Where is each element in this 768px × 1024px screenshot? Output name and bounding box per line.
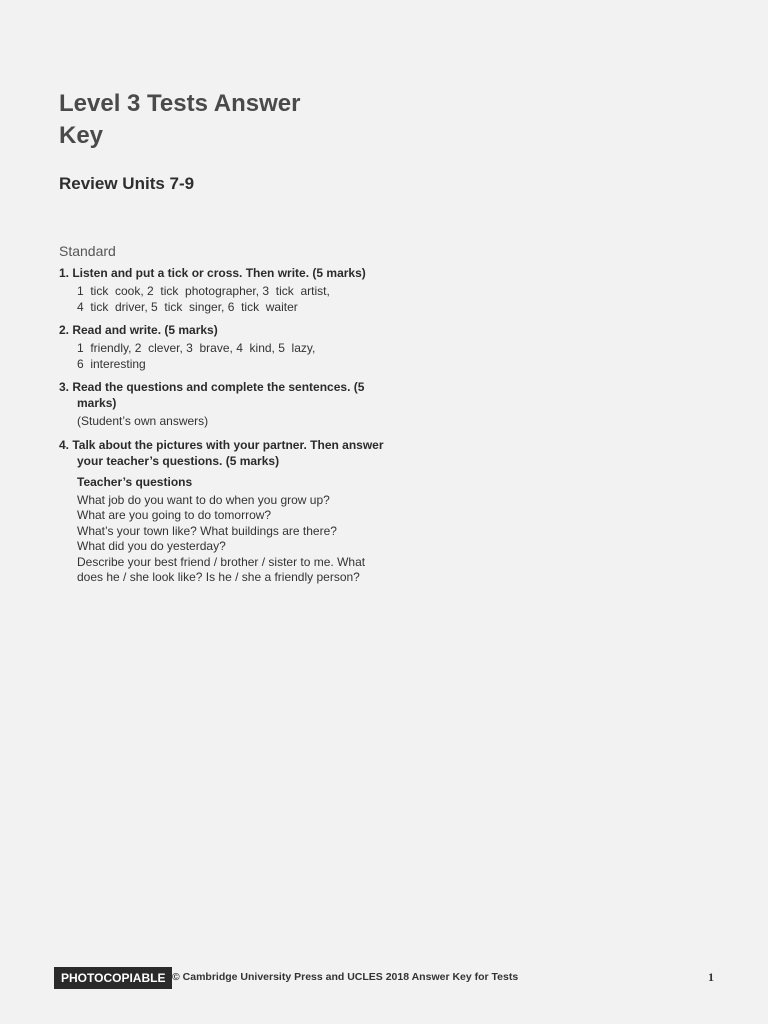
question-4-text: 4. Talk about the pictures with your partner. Then answer your teacher’s questions. (5 marks) bbox=[59, 437, 384, 468]
answer-line: What are you going to do tomorrow? bbox=[77, 508, 272, 522]
page-title-line-2: Key bbox=[59, 122, 104, 149]
question-3-text: 3. Read the questions and complete the sentences. (5 marks) bbox=[59, 380, 365, 410]
section-heading: Standard bbox=[59, 243, 116, 259]
answer-line: 1 tick cook, 2 tick photographer, 3 tick artist, bbox=[77, 284, 330, 298]
question-3-answer bbox=[59, 414, 389, 430]
question-4 bbox=[59, 437, 389, 586]
answer-line: Describe your best friend / brother / sister to me. What bbox=[77, 554, 366, 569]
page-subtitle: Review Units 7-9 bbox=[59, 174, 195, 193]
answer-key-content bbox=[59, 243, 389, 593]
answer-line: What’s your town like? What buildings are there? bbox=[77, 523, 337, 538]
page-title-line-1: Level 3 Tests Answer bbox=[59, 90, 301, 117]
question-2-text: 2. Read and write. (5 marks) bbox=[59, 323, 218, 337]
answer-line: 6 interesting bbox=[77, 356, 146, 371]
answer-line: 4 tick driver, 5 tick singer, 6 tick waiter bbox=[77, 299, 298, 314]
question-3 bbox=[59, 379, 389, 430]
answer-line: (Student’s own answers) bbox=[77, 414, 209, 428]
question-1-text: 1. Listen and put a tick or cross. Then write. (5 marks) bbox=[59, 266, 366, 280]
photocopiable-badge: PHOTOCOPIABLE bbox=[54, 967, 172, 989]
answer-line: does he / she look like? Is he / she a friendly person? bbox=[77, 570, 360, 584]
question-2 bbox=[59, 322, 389, 372]
question-4-answer bbox=[59, 493, 389, 586]
question-2-answer bbox=[59, 341, 389, 372]
answer-line: What job do you want to do when you grow up? bbox=[77, 492, 330, 507]
page-title bbox=[59, 88, 359, 152]
page-number: 1 bbox=[708, 970, 714, 984]
question-1 bbox=[59, 265, 389, 315]
page-footer bbox=[54, 967, 714, 989]
question-1-answer bbox=[59, 284, 389, 315]
copyright-text: © Cambridge University Press and UCLES 2018 Answer Key for Tests bbox=[172, 971, 519, 983]
teacher-questions-heading: Teacher’s questions bbox=[77, 474, 193, 489]
answer-line: 1 friendly, 2 clever, 3 brave, 4 kind, 5 lazy, bbox=[77, 341, 316, 355]
answer-line: What did you do yesterday? bbox=[77, 539, 226, 553]
